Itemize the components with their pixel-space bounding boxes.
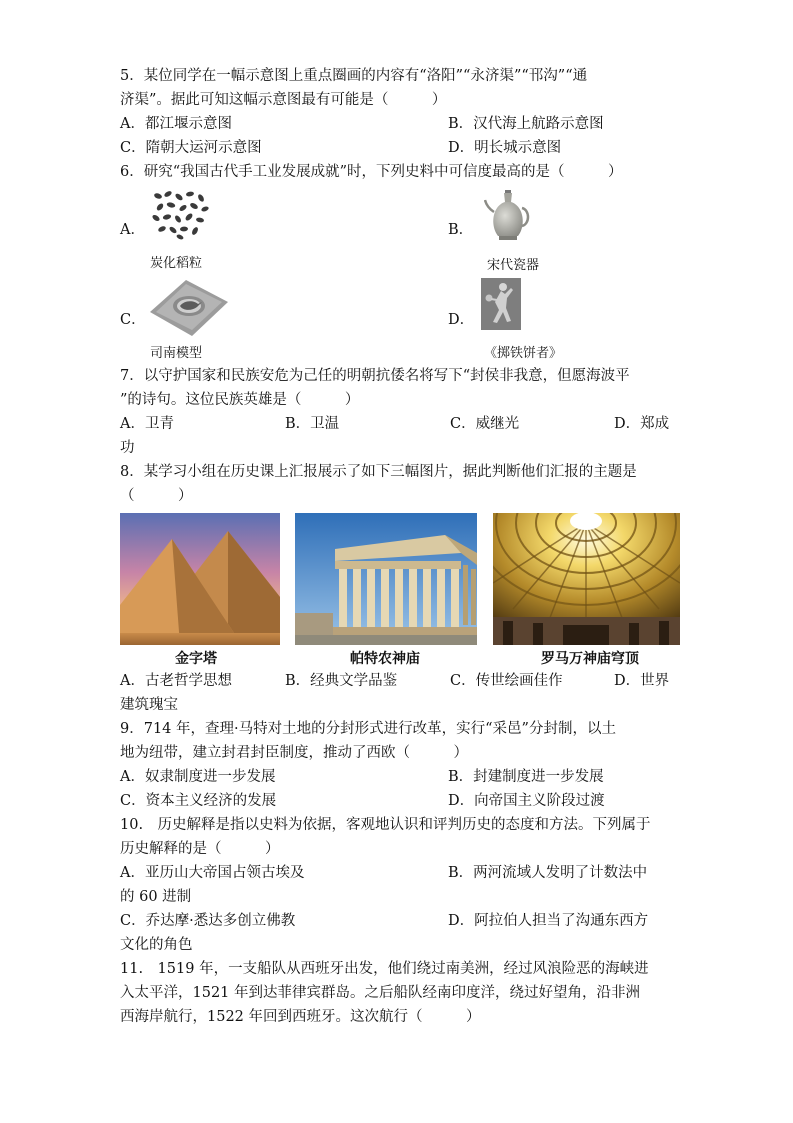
sinan-compass-image (150, 280, 228, 336)
q6-option-a-letter[interactable]: A． (120, 222, 145, 238)
q5-stem-line1: 5．某位同学在一幅示意图上重点圈画的内容有“洛阳”“永济渠”“邗沟”“通 (120, 68, 588, 84)
carbonized-rice-image (150, 188, 212, 240)
q8-caption-parthenon: 帕特农神庙 (350, 651, 420, 667)
q7-option-c[interactable]: C．威继光 (450, 416, 520, 432)
q10-stem-line1: 10. 历史解释是指以史料为依据，客观地认识和评判历史的态度和方法。下列属于 (120, 817, 651, 833)
q8-caption-pyramids: 金字塔 (175, 651, 217, 667)
q7-option-a[interactable]: A．卫青 (120, 416, 174, 432)
q8-option-d-continued: 建筑瑰宝 (120, 697, 178, 713)
q6-stem: 6．研究“我国古代手工业发展成就”时，下列史料中可信度最高的是（ ） (120, 164, 623, 180)
q6-caption-d: 《掷铁饼者》 (484, 346, 563, 361)
q5-option-b[interactable]: B．汉代海上航路示意图 (448, 116, 604, 132)
q6-option-d-letter[interactable]: D． (448, 312, 475, 328)
q8-option-a[interactable]: A．古老哲学思想 (120, 673, 232, 689)
q8-option-d[interactable]: D．世界 (614, 673, 670, 689)
q10-option-a[interactable]: A．亚历山大帝国占领古埃及 (120, 865, 305, 881)
q6-option-c-letter[interactable]: C． (120, 312, 146, 328)
q6-caption-a: 炭化稻粒 (150, 256, 203, 271)
q9-stem-line1: 9．714 年，查理·马特对土地的分封形式进行改革，实行“采邑”分封制，以土 (120, 721, 616, 737)
q9-option-c[interactable]: C．资本主义经济的发展 (120, 793, 277, 809)
q6-option-b-letter[interactable]: B． (448, 222, 474, 238)
q11-stem-line3: 西海岸航行，1522 年回到西班牙。这次航行（ ） (120, 1009, 481, 1025)
q6-caption-b: 宋代瓷器 (487, 258, 540, 273)
q10-option-c[interactable]: C．乔达摩·悉达多创立佛教 (120, 913, 296, 929)
q5-option-c[interactable]: C．隋朝大运河示意图 (120, 140, 262, 156)
q11-stem-line1: 11. 1519 年，一支船队从西班牙出发，他们绕过南美洲，经过风浪险恶的海峡进 (120, 961, 649, 977)
q8-stem-line1: 8．某学习小组在历史课上汇报展示了如下三幅图片，据此判断他们汇报的主题是 (120, 464, 637, 480)
discobolus-image (481, 278, 521, 330)
q5-stem-line2: 济渠”。据此可知这幅示意图最有可能是（ ） (120, 92, 447, 108)
q7-option-d-continued: 功 (120, 440, 135, 456)
q11-stem-line2: 入太平洋，1521 年到达菲律宾群岛。之后船队经南印度洋，绕过好望角，沿非洲 (120, 985, 641, 1001)
q6-caption-c: 司南模型 (150, 346, 203, 361)
q9-option-d[interactable]: D．向帝国主义阶段过渡 (448, 793, 605, 809)
pantheon-dome-image (493, 513, 680, 645)
q7-option-d[interactable]: D．郑成 (614, 416, 670, 432)
song-porcelain-ewer-image (484, 188, 532, 246)
q10-option-b[interactable]: B．两河流域人发明了计数法中 (448, 865, 648, 881)
q10-option-b-continued: 的 60 进制 (120, 889, 192, 905)
q5-option-d[interactable]: D．明长城示意图 (448, 140, 562, 156)
q9-option-a[interactable]: A．奴隶制度进一步发展 (120, 769, 276, 785)
q7-stem-line2: ”的诗句。这位民族英雄是（ ） (120, 392, 360, 408)
q8-stem-line2: （ ） (120, 488, 193, 504)
parthenon-image (295, 513, 477, 645)
q10-option-d-continued: 文化的角色 (120, 937, 193, 953)
q9-stem-line2: 地为纽带，建立封君封臣制度，推动了西欧（ ） (120, 745, 468, 761)
q9-option-b[interactable]: B．封建制度进一步发展 (448, 769, 604, 785)
pyramids-image (120, 513, 280, 645)
q7-stem-line1: 7．以守护国家和民族安危为己任的明朝抗倭名将写下“封侯非我意，但愿海波平 (120, 368, 630, 384)
q10-option-d[interactable]: D．阿拉伯人担当了沟通东西方 (448, 913, 649, 929)
q8-option-b[interactable]: B．经典文学品鉴 (285, 673, 398, 689)
q8-caption-pantheon: 罗马万神庙穹顶 (541, 651, 639, 667)
q5-option-a[interactable]: A．都江堰示意图 (120, 116, 232, 132)
q7-option-b[interactable]: B．卫温 (285, 416, 340, 432)
q8-option-c[interactable]: C．传世绘画佳作 (450, 673, 563, 689)
q10-stem-line2: 历史解释的是（ ） (120, 841, 280, 857)
